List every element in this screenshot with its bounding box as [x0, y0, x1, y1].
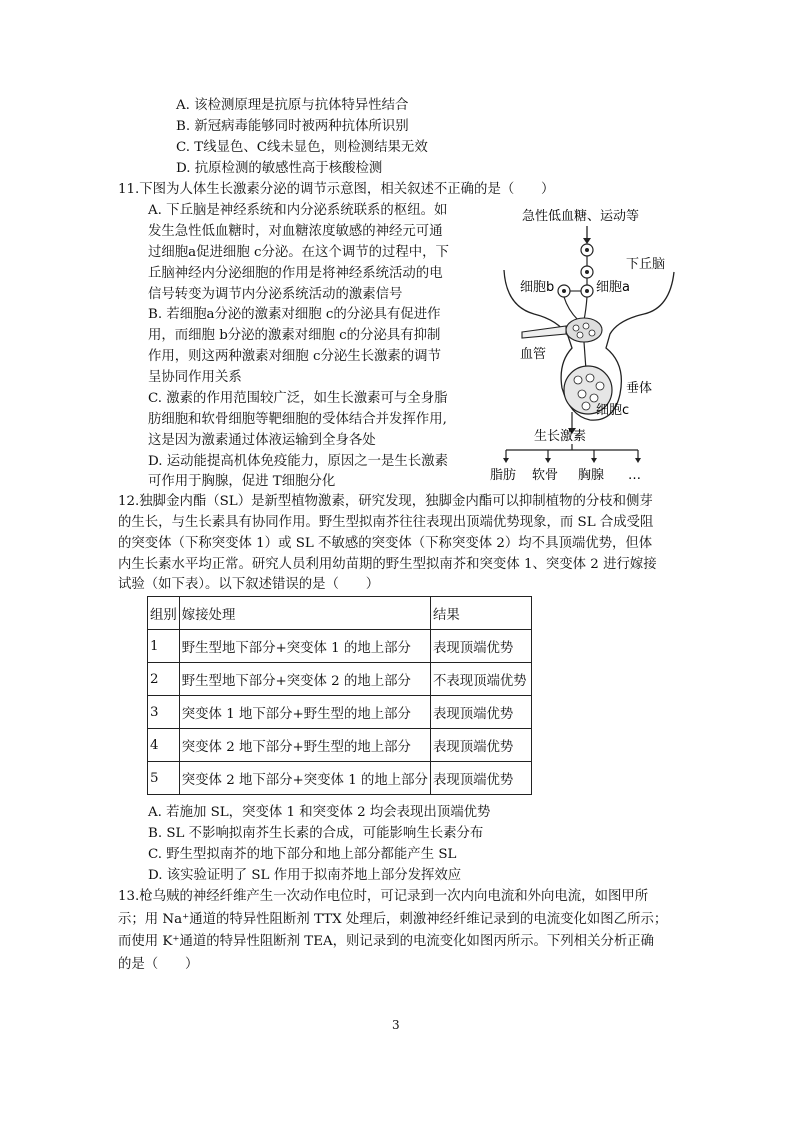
- table-cell: 表现顶端优势: [430, 630, 531, 663]
- fig-cell-a-label: 细胞a: [596, 280, 630, 295]
- q11-line: A. 下丘脑是神经系统和内分泌系统联系的枢纽。如: [148, 203, 448, 218]
- q11-line: B. 若细胞a分泌的激素对细胞 c的分泌具有促进作: [148, 307, 441, 322]
- q12-option-c: C. 野生型拟南芥的地下部分和地上部分都能产生 SL: [148, 847, 457, 862]
- table-cell: 突变体 2 地下部分+突变体 1 的地上部分: [179, 762, 430, 795]
- q13-line: 而使用 K⁺通道的特异性阻断剂 TEA，则记录到的电流变化如图丙所示。下列相关分析正确: [118, 934, 655, 949]
- table-header-cell: 结果: [430, 597, 531, 630]
- fig-target-fat: 脂肪: [490, 468, 517, 483]
- q11-line: 信号转变为调节内分泌系统活动的激素信号: [148, 287, 403, 302]
- table-cell: 2: [148, 663, 180, 696]
- table-row: [148, 762, 532, 795]
- q11-line: 呈协同作用关系: [148, 370, 242, 385]
- table-header-cell: 组别: [148, 597, 180, 630]
- q11-line: 作用，则这两种激素对细胞 c分泌生长激素的调节: [148, 349, 441, 364]
- table-cell: 3: [148, 696, 180, 729]
- table-cell: 野生型地下部分+突变体 1 的地上部分: [179, 630, 430, 663]
- q11-line: 丘脑神经内分泌细胞的作用是将神经系统活动的电: [148, 266, 443, 281]
- table-cell: 野生型地下部分+突变体 2 的地上部分: [179, 663, 430, 696]
- table-cell: 表现顶端优势: [430, 762, 531, 795]
- q13-line: 的是（ ）: [118, 957, 199, 972]
- fig-target-cartilage: 软骨: [532, 468, 559, 483]
- q13-line: 示；用 Na⁺通道的特异性阻断剂 TTX 处理后，刺激神经纤维记录到的电流变化如图乙所示；: [118, 912, 668, 927]
- fig-target-more: …: [628, 468, 641, 483]
- table-row: [148, 663, 532, 696]
- fig-pituitary-label: 垂体: [626, 381, 653, 396]
- q11-line: 过细胞a促进细胞 c分泌。在这个调节的过程中，下: [148, 245, 449, 260]
- table-cell: 1: [148, 630, 180, 663]
- growth-hormone-regulation-figure: [476, 198, 688, 488]
- table-row: [148, 696, 532, 729]
- q12-stem-line: 试验（如下表）。以下叙述错误的是（ ）: [118, 577, 380, 592]
- q11-line: C. 激素的作用范围较广泛，如生长激素可与全身脂: [148, 391, 448, 406]
- table-cell: 5: [148, 762, 180, 795]
- table-cell: 突变体 1 地下部分+野生型的地上部分: [179, 696, 430, 729]
- q10-option-d: D. 抗原检测的敏感性高于核酸检测: [176, 161, 383, 176]
- fig-cell-b-label: 细胞b: [520, 280, 555, 295]
- table-cell: 不表现顶端优势: [430, 663, 531, 696]
- fig-hypothalamus-label: 下丘脑: [626, 257, 666, 272]
- table-row: [148, 630, 532, 663]
- q13-line: 13.枪乌贼的神经纤维产生一次动作电位时，可记录到一次内向电流和外向电流，如图甲所: [118, 889, 649, 904]
- fig-target-thymus: 胸腺: [578, 468, 605, 483]
- fig-top-label: 急性低血糖、运动等: [522, 209, 640, 224]
- q10-option-a: A. 该检测原理是抗原与抗体特异性结合: [176, 98, 409, 113]
- page-number: 3: [392, 1018, 400, 1032]
- q11-line: 这是因为激素通过体液运输到全身各处: [148, 433, 376, 448]
- table-cell: 突变体 2 地下部分+野生型的地上部分: [179, 729, 430, 762]
- fig-blood-vessel-label: 血管: [520, 347, 547, 362]
- table-cell: 表现顶端优势: [430, 729, 531, 762]
- q10-option-c: C. T线显色、C线未显色，则检测结果无效: [176, 140, 428, 155]
- fig-growth-hormone-label: 生长激素: [534, 429, 587, 444]
- q12-stem-line: 内生长素水平均正常。研究人员利用幼苗期的野生型拟南芥和突变体 1、突变体 2 进行嫁接: [118, 557, 657, 572]
- q12-option-d: D. 该实验证明了 SL 作用于拟南芥地上部分发挥效应: [148, 868, 462, 883]
- q12-stem-line: 12.独脚金内酯（SL）是新型植物激素，研究发现，独脚金内酯可以抑制植物的分枝和侧芽: [118, 494, 653, 509]
- q11-stem: 11.下图为人体生长激素分泌的调节示意图，相关叙述不正确的是（ ）: [118, 182, 555, 197]
- table-cell: 4: [148, 729, 180, 762]
- q11-line: 可作用于胸腺，促进 T细胞分化: [148, 474, 336, 489]
- table-header-cell: 嫁接处理: [179, 597, 430, 630]
- q12-stem-line: 的生长，与生长素具有协同作用。野生型拟南芥往往表现出顶端优势现象，而 SL 合成受阻: [118, 515, 654, 530]
- q11-line: 肪细胞和软骨细胞等靶细胞的受体结合并发挥作用,: [148, 412, 447, 427]
- q10-option-b: B. 新冠病毒能够同时被两种抗体所识别: [176, 119, 409, 134]
- grafting-table: [147, 596, 532, 795]
- q12-stem-line: 的突变体（下称突变体 1）或 SL 不敏感的突变体（下称突变体 2）均不具顶端优势，但体: [118, 536, 653, 551]
- q12-option-a: A. 若施加 SL，突变体 1 和突变体 2 均会表现出顶端优势: [148, 805, 491, 820]
- q12-option-b: B. SL 不影响拟南芥生长素的合成，可能影响生长素分布: [148, 826, 484, 841]
- q11-line: D. 运动能提高机体免疫能力，原因之一是生长激素: [148, 454, 448, 469]
- table-header-row: [148, 597, 532, 630]
- table-row: [148, 729, 532, 762]
- q11-line: 发生急性低血糖时，对血糖浓度敏感的神经元可通: [148, 224, 443, 239]
- table-cell: 表现顶端优势: [430, 696, 531, 729]
- fig-cell-c-label: 细胞c: [596, 403, 630, 418]
- q11-line: 用，而细胞 b分泌的激素对细胞 c的分泌具有抑制: [148, 328, 441, 343]
